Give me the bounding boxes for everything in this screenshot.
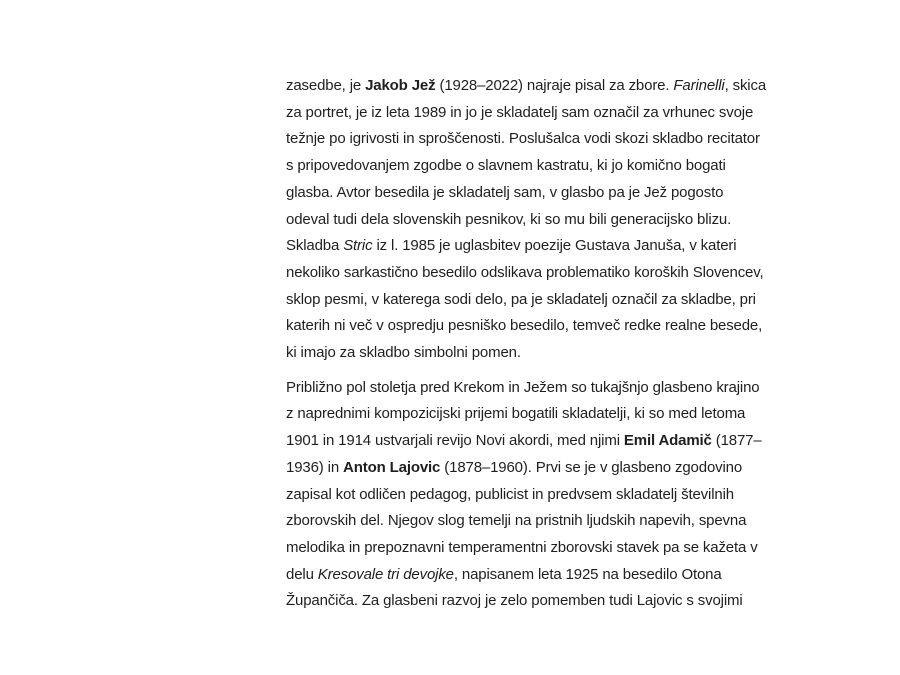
- text-line: [286, 126, 772, 153]
- text-run: 1901 in 1914 ustvarjali revijo Novi akordi, med njimi: [286, 432, 624, 450]
- text-line: [286, 287, 772, 314]
- body-text: [286, 73, 772, 615]
- text-line: [286, 180, 772, 207]
- text-run: zborovskih del. Njegov slog temelji na pristnih ljudskih napevih, spevna: [286, 512, 747, 530]
- text-run: delu: [286, 565, 318, 583]
- paragraph-2: [286, 375, 772, 615]
- text-run: Približno pol stoletja pred Krekom in Ježem so tukajšnjo glasbeno krajino: [286, 378, 760, 396]
- text-run: glasba. Avtor besedila je skladatelj sam, v glasbo pa je Jež pogosto: [286, 183, 724, 201]
- text-run: iz l. 1985 je uglasbitev poezije Gustava Januša, v kateri: [372, 237, 737, 255]
- text-run: sklop pesmi, v katerega sodi delo, pa je skladatelj označil za skladbe, pri: [286, 290, 756, 308]
- text-line: [286, 508, 772, 535]
- text-run: melodika in prepoznavni temperamentni zborovski stavek pa se kažeta v: [286, 538, 758, 556]
- italic-title: Farinelli: [673, 77, 725, 94]
- text-run: (1877–: [711, 432, 762, 450]
- text-run: Skladba: [286, 237, 344, 255]
- text-line: [286, 535, 772, 562]
- text-run: (1928–2022) najraje pisal za zbore.: [435, 77, 674, 94]
- text-run: Župančiča. Za glasbeni razvoj je zelo pomemben tudi Lajovic s svojimi: [286, 592, 743, 610]
- text-line: [286, 233, 772, 260]
- bold-name: Anton Lajovic: [343, 458, 441, 476]
- text-run: ki imajo za skladbo simbolni pomen.: [286, 344, 521, 362]
- text-line: [286, 428, 772, 455]
- text-run: (1878–1960). Prvi se je v glasbeno zgodovino: [440, 458, 743, 476]
- text-run: odeval tudi dela slovenskih pesnikov, ki so mu bili generacijsko blizu.: [286, 210, 732, 228]
- text-line: [286, 375, 772, 402]
- italic-title: Kresovale tri devojke: [317, 565, 454, 583]
- text-line: [286, 482, 772, 509]
- bold-name: Emil Adamič: [623, 432, 712, 450]
- text-line: [286, 401, 772, 428]
- text-run: z naprednimi kompozicijski prijemi bogatili skladatelji, ki so med letoma: [286, 405, 746, 423]
- text-run: , napisanem leta 1925 na besedilo Otona: [453, 565, 722, 583]
- text-run: zasedbe, je: [286, 77, 366, 94]
- text-run: nekoliko sarkastično besedilo odslikava problematiko koroških Slovencev,: [286, 263, 764, 281]
- text-run: 1936) in: [286, 458, 344, 476]
- text-run: za portret, je iz leta 1989 in jo je skladatelj sam označil za vrhunec svoje: [286, 103, 754, 121]
- text-line: [286, 260, 772, 287]
- bold-name: Jakob Jež: [365, 77, 436, 94]
- text-run: težnje po igrivosti in sproščenosti. Poslušalca vodi skozi skladbo recitator: [286, 130, 760, 148]
- text-run: zapisal kot odličen pedagog, publicist in predvsem skladatelj številnih: [286, 485, 734, 503]
- text-line: [286, 340, 772, 367]
- text-run: katerih ni več v ospredju pesniško besedilo, temveč redke realne besede,: [286, 317, 763, 335]
- text-line: [286, 207, 772, 234]
- paragraph-1: [286, 73, 772, 367]
- text-line: [286, 455, 772, 482]
- text-line: [286, 100, 772, 127]
- text-run: s pripovedovanjem zgodbe o slavnem kastratu, ki jo komično bogati: [286, 157, 726, 175]
- text-line: [286, 73, 772, 100]
- text-line: [286, 313, 772, 340]
- text-line: [286, 588, 772, 615]
- italic-title: Stric: [343, 237, 373, 255]
- text-line: [286, 562, 772, 589]
- text-run: , skica: [724, 77, 767, 94]
- text-line: [286, 153, 772, 180]
